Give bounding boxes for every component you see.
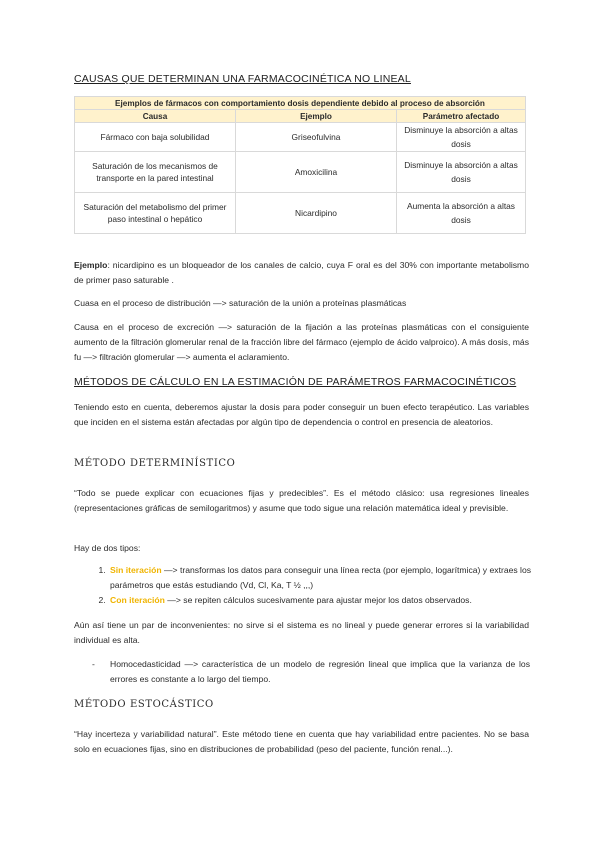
column-header-causa: Causa: [75, 110, 236, 123]
dash-list-item: [92, 657, 530, 687]
section-heading-stochastic: MÉTODO ESTOCÁSTICO: [74, 699, 214, 710]
example-paragraph: [74, 258, 529, 288]
table-cell: Saturación de los mecanismos de transporte en la pared intestinal: [75, 152, 236, 193]
drawbacks-paragraph: Aún así tiene un par de inconvenientes: no sirve si el sistema es no lineal y puede generar errores si la variabilidad individual es alta.: [74, 620, 529, 646]
list-item: [108, 563, 548, 593]
types-list: [90, 563, 548, 609]
table-cell: Fármaco con baja solubilidad: [75, 123, 236, 152]
table-cell: Amoxicilina: [236, 152, 397, 193]
list-item: [108, 593, 548, 608]
stochastic-paragraph: “Hay incerteza y variabilidad natural”. Este método tiene en cuenta que hay variabilidad entre pacientes. No se basa solo en ecuaciones fijas, sino en distribuciones de probabilidad (peso del paciente, función renal...).: [74, 729, 529, 755]
column-header-parametro: Parámetro afectado: [397, 110, 526, 123]
table-cell: Aumenta la absorción a altas dosis: [397, 193, 526, 234]
types-intro: Hay de dos tipos:: [74, 543, 141, 553]
example-text: : nicardipino es un bloqueador de los canales de calcio, cuya F oral es del 30% con importante metabolismo de primer paso saturable .: [74, 260, 529, 286]
section-heading-deterministic: MÉTODO DETERMINÍSTICO: [74, 458, 236, 469]
type-text: —> se repiten cálculos sucesivamente para ajustar mejor los datos observados.: [164, 595, 472, 606]
intro-paragraph: Teniendo esto en cuenta, deberemos ajustar la dosis para poder conseguir un buen efecto terapéutico. Las variables que inciden en el sistema están afectadas por algún tipo de dependencia o control en presencia de aleatorios.: [74, 402, 529, 428]
column-header-ejemplo: Ejemplo: [236, 110, 397, 123]
table-row: [75, 123, 526, 152]
table-caption: Ejemplos de fármacos con comportamiento dosis dependiente debido al proceso de absorción: [75, 97, 526, 110]
table-row: [75, 152, 526, 193]
table-cell: Griseofulvina: [236, 123, 397, 152]
table-cell: Nicardipino: [236, 193, 397, 234]
deterministic-paragraph: “Todo se puede explicar con ecuaciones fijas y predecibles”. Es el método clásico: usa regresiones lineales (representaciones gráficas de semilogaritmos) y asume que todo sigue una relación matemática ideal y previsible.: [74, 488, 529, 514]
example-label: Ejemplo: [74, 260, 108, 270]
table-row: [75, 193, 526, 234]
absorption-examples-table: [74, 96, 526, 234]
table-cell: Disminuye la absorción a altas dosis: [397, 123, 526, 152]
distribution-paragraph: Cuasa en el proceso de distribución —> saturación de la unión a proteínas plasmáticas: [74, 298, 407, 308]
excretion-paragraph: Causa en el proceso de excreción —> saturación de la fijación a las proteínas plasmáticas con el consiguiente aumento de la filtración glomerular renal de la fracción libre del fármaco (ejemplo de ácido valproico). A más dosis, más fu —> filtración glomerular —> aumenta el aclaramiento.: [74, 322, 529, 363]
type-text: —> transformas los datos para conseguir una línea recta (por ejemplo, logarítmica) y extraes los parámetros que estás estudiando (Vd, Cl, Ka, T ½ ,,,): [110, 565, 532, 591]
type-label-sin-iteracion: Sin iteración: [110, 565, 162, 575]
table-cell: Saturación del metabolismo del primer paso intestinal o hepático: [75, 193, 236, 234]
dash-marker: -: [92, 659, 95, 669]
type-label-con-iteracion: Con iteración: [110, 595, 165, 606]
section-heading-nonlinear: CAUSAS QUE DETERMINAN UNA FARMACOCINÉTICA NO LINEAL: [74, 73, 411, 85]
homoscedasticity-text: Homocedasticidad —> característica de un modelo de regresión lineal que implica que la varianza de los errores es constante a lo largo del tiempo.: [110, 659, 530, 685]
section-heading-methods: MÉTODOS DE CÁLCULO EN LA ESTIMACIÓN DE PARÁMETROS FARMACOCINÉTICOS: [74, 376, 517, 388]
table-cell: Disminuye la absorción a altas dosis: [397, 152, 526, 193]
